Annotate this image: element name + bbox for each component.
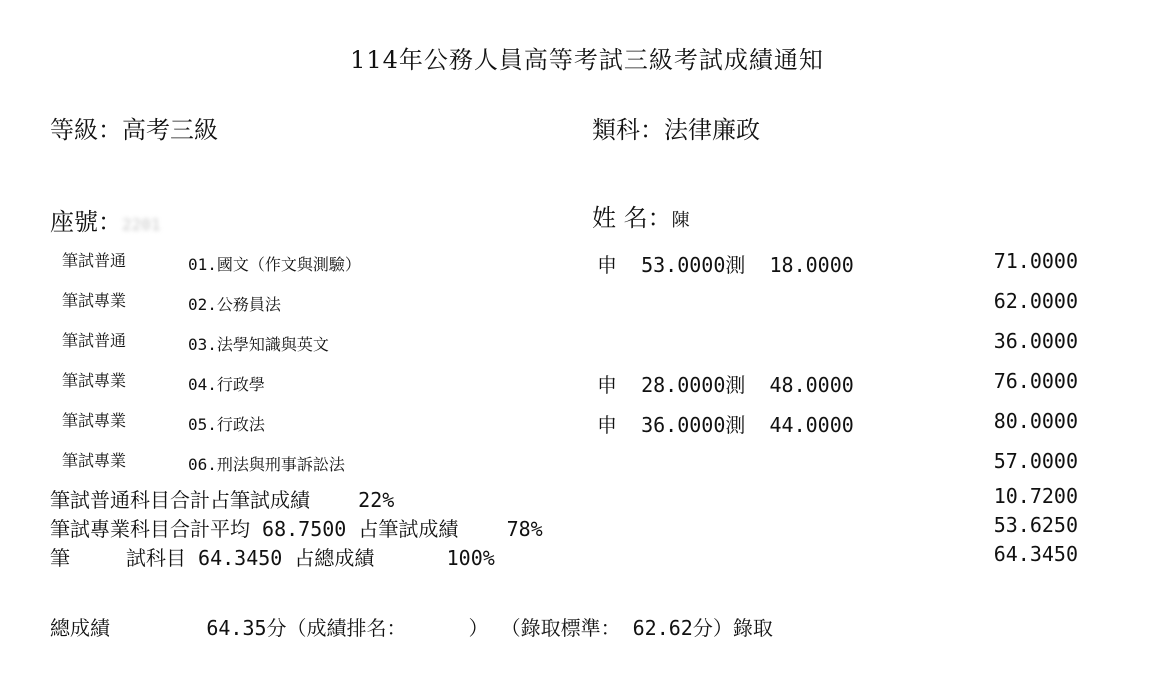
seat-value-redacted: 2201 — [122, 215, 161, 234]
name-field — [592, 198, 690, 233]
admission-standard: 62.62分 — [632, 616, 713, 640]
category-label: 類科： — [592, 116, 664, 144]
subject-category: 筆試普通 — [62, 251, 127, 270]
category-value: 法律廉政 — [664, 116, 760, 144]
name-value: 陳 — [671, 210, 690, 231]
final-score: 64.35分 — [206, 616, 287, 640]
subject-scores: 申 28.0000測 48.0000 — [597, 373, 854, 397]
summary-general-value: 10.7200 — [993, 484, 1078, 508]
category-field — [592, 110, 760, 145]
subject-category: 筆試專業 — [62, 451, 127, 470]
subject-category: 筆試專業 — [62, 411, 127, 430]
summary-professional: 筆試專業科目合計平均 68.7500 占筆試成績 78% — [50, 517, 543, 541]
seat-label: 座號： — [50, 208, 122, 236]
subject-name: 04.行政學 — [188, 375, 265, 394]
level-field — [50, 110, 218, 145]
seat-field — [50, 202, 161, 237]
final-label: 總成績 — [50, 616, 110, 640]
level-label: 等級： — [50, 116, 122, 144]
subject-category: 筆試普通 — [62, 331, 127, 350]
subject-total: 62.0000 — [993, 289, 1078, 313]
name-label: 姓 名： — [592, 204, 672, 232]
level-value: 高考三級 — [122, 116, 218, 144]
subject-name: 06.刑法與刑事訴訟法 — [188, 455, 345, 474]
subject-name: 05.行政法 — [188, 415, 265, 434]
admission-result: 錄取 — [732, 616, 773, 640]
summary-professional-value: 53.6250 — [993, 513, 1078, 537]
subject-name: 02.公務員法 — [188, 295, 281, 314]
summary-general: 筆試普通科目合計占筆試成績 22% — [50, 488, 395, 512]
summary-written-value: 64.3450 — [993, 542, 1078, 566]
subject-name: 01.國文（作文與測驗） — [188, 255, 361, 274]
subject-scores: 申 53.0000測 18.0000 — [597, 253, 854, 277]
page-title: 114年公務人員高等考試三級考試成績通知 — [350, 46, 824, 74]
subject-total: 80.0000 — [993, 409, 1078, 433]
subject-category: 筆試專業 — [62, 371, 127, 390]
subject-total: 71.0000 — [993, 249, 1078, 273]
subject-scores: 申 36.0000測 44.0000 — [597, 413, 854, 437]
subject-total: 76.0000 — [993, 369, 1078, 393]
subject-total: 36.0000 — [993, 329, 1078, 353]
final-result: 總成績 64.35分（成績排名： ） （錄取標準： 62.62分）錄取 — [50, 616, 773, 640]
subject-name: 03.法學知識與英文 — [188, 335, 329, 354]
subject-category: 筆試專業 — [62, 291, 127, 310]
summary-written: 筆 試科目 64.3450 占總成績 100% — [50, 546, 495, 570]
subject-total: 57.0000 — [993, 449, 1078, 473]
